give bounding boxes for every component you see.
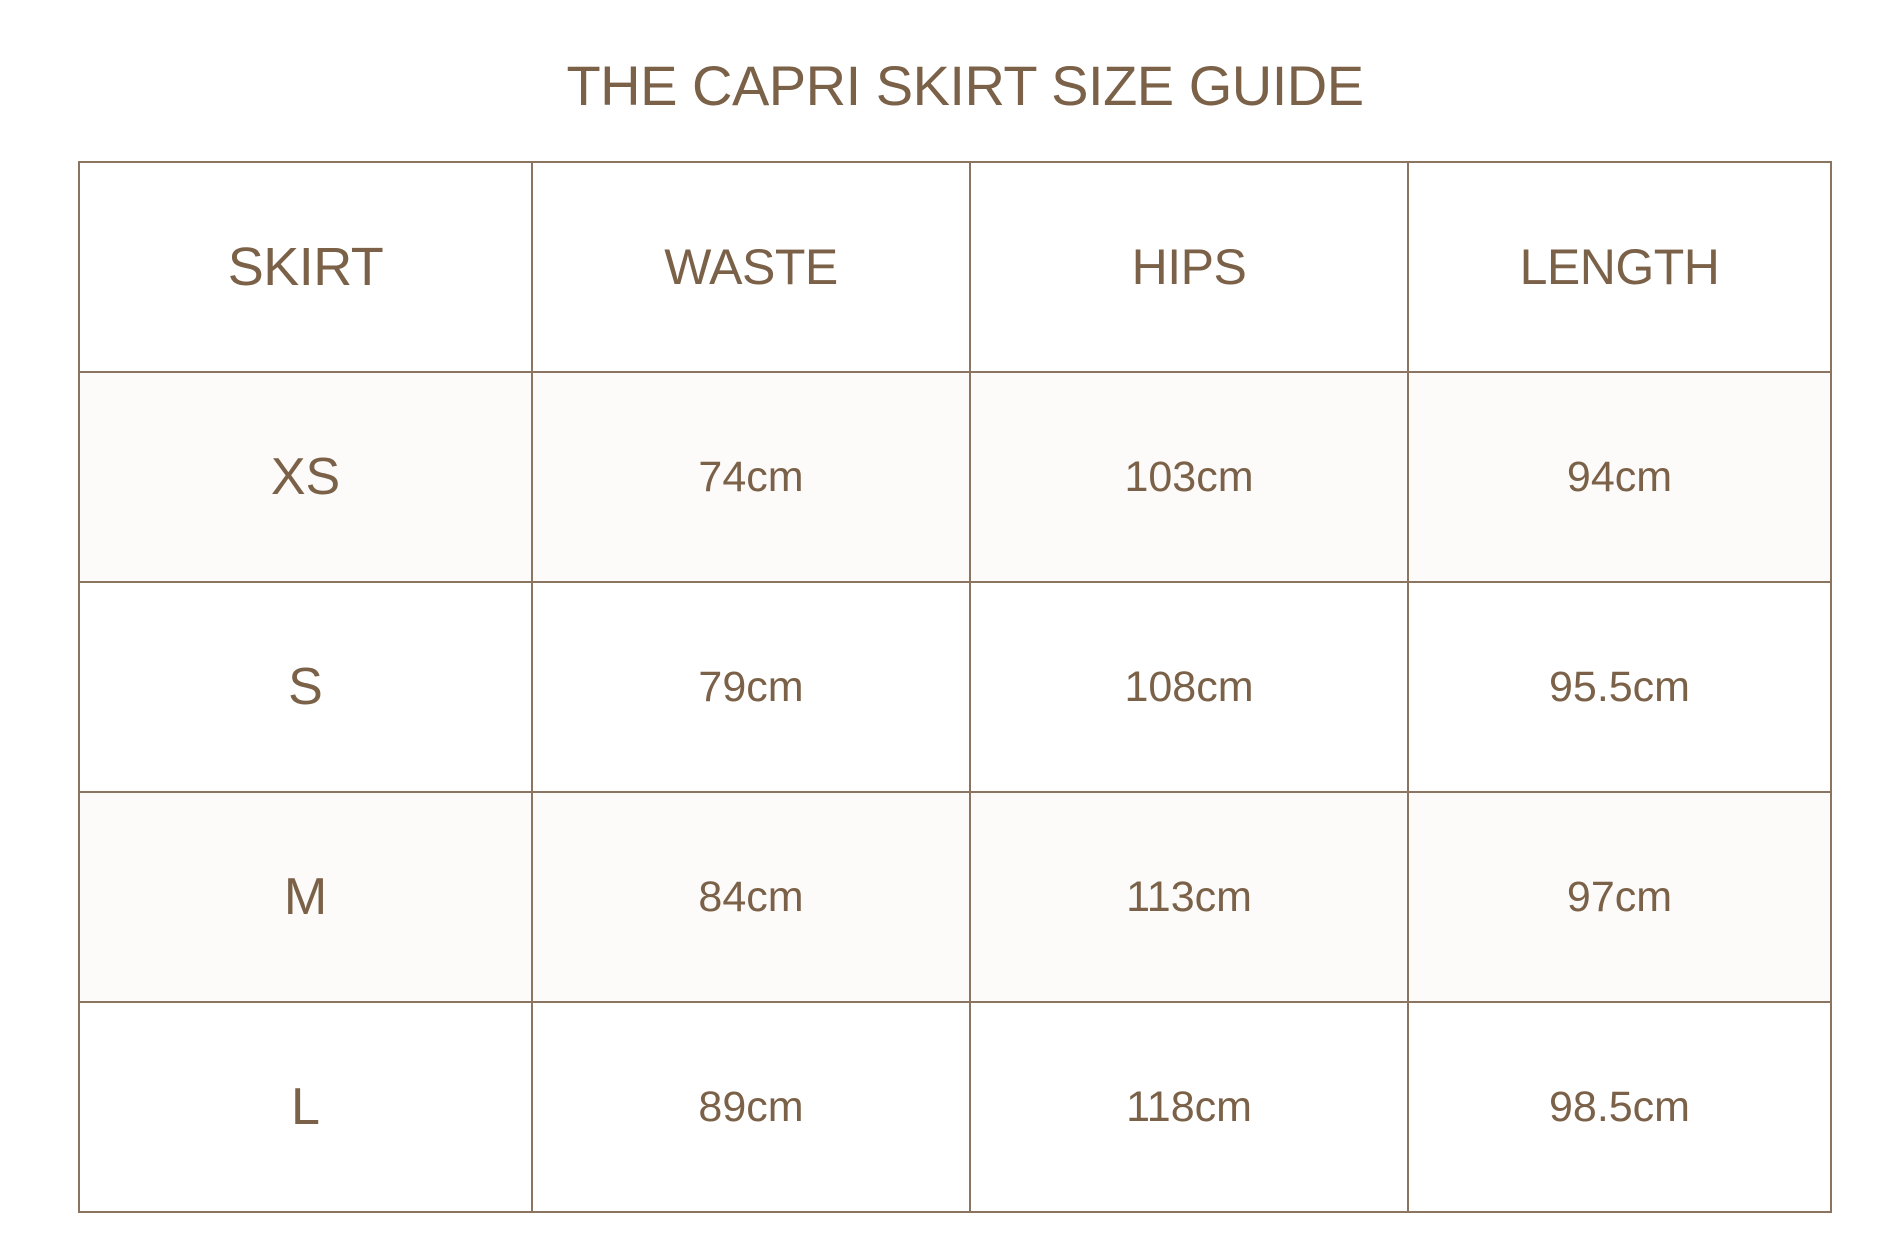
hips-cell: 108cm: [970, 582, 1408, 792]
hips-cell: 113cm: [970, 792, 1408, 1002]
table-row: [79, 582, 1831, 792]
page-title: THE CAPRI SKIRT SIZE GUIDE: [566, 54, 1364, 117]
length-cell: 94cm: [1408, 372, 1831, 582]
length-cell: 95.5cm: [1408, 582, 1831, 792]
header-hips: HIPS: [970, 162, 1408, 372]
size-guide-table: [78, 161, 1832, 1213]
header-waste: WASTE: [532, 162, 970, 372]
length-cell: 97cm: [1408, 792, 1831, 1002]
table-row: [79, 1002, 1831, 1212]
size-cell: S: [79, 582, 532, 792]
size-cell: M: [79, 792, 532, 1002]
length-cell: 98.5cm: [1408, 1002, 1831, 1212]
hips-cell: 118cm: [970, 1002, 1408, 1212]
waste-cell: 79cm: [532, 582, 970, 792]
table-row: [79, 792, 1831, 1002]
waste-cell: 89cm: [532, 1002, 970, 1212]
waste-cell: 74cm: [532, 372, 970, 582]
header-skirt: SKIRT: [79, 162, 532, 372]
header-length: LENGTH: [1408, 162, 1831, 372]
size-cell: L: [79, 1002, 532, 1212]
table-header-row: [79, 162, 1831, 372]
hips-cell: 103cm: [970, 372, 1408, 582]
table-row: [79, 372, 1831, 582]
size-cell: XS: [79, 372, 532, 582]
waste-cell: 84cm: [532, 792, 970, 1002]
